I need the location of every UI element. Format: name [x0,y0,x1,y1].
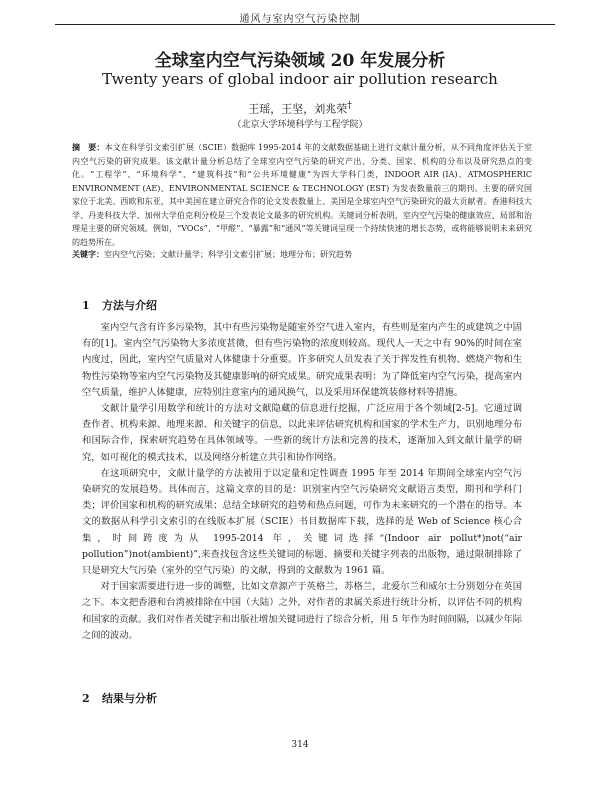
keywords [72,248,532,261]
section-2-title: 结果与分析 [102,692,157,705]
corresponding-author-mark: † [347,100,352,111]
keywords-label: 关键字： [72,249,104,259]
keywords-text: 室内空气污染；文献计量学；科学引文索引扩展；地理分布；研究趋势 [104,250,352,259]
abstract-text: 本文在科学引文索引扩展（SCIE）数据库 1995-2014 年的文献数据基础上进行文献计量分析，从不同角度评估关于室内空气污染的研究成果。该文献计量分析总结了全球室内空气污染的研究产出、分类、国家、机构的分布以及研究热点的变化。“工程学”、“环境科学”、“建筑科技”和“公共环境健康”为四大学科门类，INDOOR AIR (IA)、ATMOSPHERIC ENVIRONMENT (AE)、ENVIRONMENTAL SCIENCE & TECHNOLOGY (EST) 为发表数量前三的期刊。主要的研究国家位于北美、西欧和东亚，其中美国在建立研究合作的论文发表数量上、美国是全球室内空气污染研究的最大贡献者。香港科技大学、丹麦科技大学、加州大学伯克利分校是三个发表论文最多的研究机构。关键词分析表明，室内空气污染的健康效应、局部和治理是主要的研究领域。例如，“VOCs”、“甲醛”、“暴露”和“通风”等关键词呈现一个持续快速的增长态势，或将能够说明未来研究的趋势所在。 [72,143,533,247]
page-number: 314 [291,740,309,750]
header-rule [55,24,555,25]
section-1-body [82,320,522,644]
paragraph: 室内空气含有许多污染物，其中有些污染物是随室外空气进入室内，有些则是室内产生的或建筑之中固有的[1]。室内空气污染物大多浓度甚微，但有些污染物的浓度则较高。现代人一天之中有 90%的时间在室内度过，因此，室内空气质量对人体健康十分重要。许多研究人员发表了关于挥发性有机物、燃烧产物和生物性污染物等室内空气污染物及其健康影响的研究成果。研究成果表明：为了降低室内空气污染，提高室内空气质量，维护人体健康，应特别注意室内的通风换气，以及采用环保建筑装修材料等措施。 [82,322,522,398]
abstract [72,141,532,249]
section-1-title: 方法与介绍 [102,299,157,312]
section-2-heading [82,690,157,706]
section-1-heading [82,297,157,313]
affiliation: （北京大学环境科学与工程学院） [232,120,368,130]
paragraph: 文献计量学引用数学和统计的方法对文献隐藏的信息进行挖掘，广泛应用于各个领域[2-5]。它通过调查作者、机构来源、地理来源、和关键字的信息，以此来评估研究机构和国家的学术生产力，识别地理分布和国际合作，探索研究趋势在具体领域等。一些新的统计方法和完善的技术，逐渐加入到文献计量学的研究，如可视化的模式技术，以及网络分析建立共引和协作网络。 [82,403,522,463]
abstract-label: 摘 要： [72,142,105,152]
title-english: Twenty years of global indoor air pollution research [102,70,498,88]
paragraph: 对于国家需要进行进一步的调整，比如文章源产于英格兰，苏格兰，北爱尔兰和威尔士分别划分在英国之下。本文把香港和台湾被排除在中国（大陆）之外，对作者的隶属关系进行统计分析，以评估不同的机构和国家的贡献。我们对作者关键字和出版社增加关键词进行了综合分析，用 5 年作为时间间隔，以减少年际之间的波动。 [82,581,522,641]
section-1-number: 1 [82,299,90,312]
paragraph: 在这项研究中，文献计量学的方法被用于以定量和定性调查 1995 年至 2014 年期间全球室内空气污染研究的发展趋势。具体而言，这篇文章的目的是：识别室内空气污染研究文献语言类型，期刊和学科门类；评价国家和机构的研究成果；总结全球研究的趋势和热点问题，可作为未来研究的一个潜在的指导。本文的数据从科学引文索引的在线版本扩展（SCIE）书目数据库下载，选择的是 Web of Science 核心合集，时间跨度为从 1995-2014 年，关键词选择“(Indoor air pollut*)not(“air pollution”)not(ambient)”,来查找包含这些关键词的标题、摘要和关键字列表的出版物，通过限制排除了只是研究大气污染（室外的空气污染）的文献，得到的文献数为 1961 篇。 [82,467,522,577]
authors: 王瑶，王坚，刘兆荣 [248,102,348,116]
running-head: 通风与室内空气污染控制 [239,14,361,25]
authors-line [0,100,600,117]
title-chinese: 全球室内空气污染领域 20 年发展分析 [154,51,446,71]
section-2-number: 2 [82,692,90,705]
